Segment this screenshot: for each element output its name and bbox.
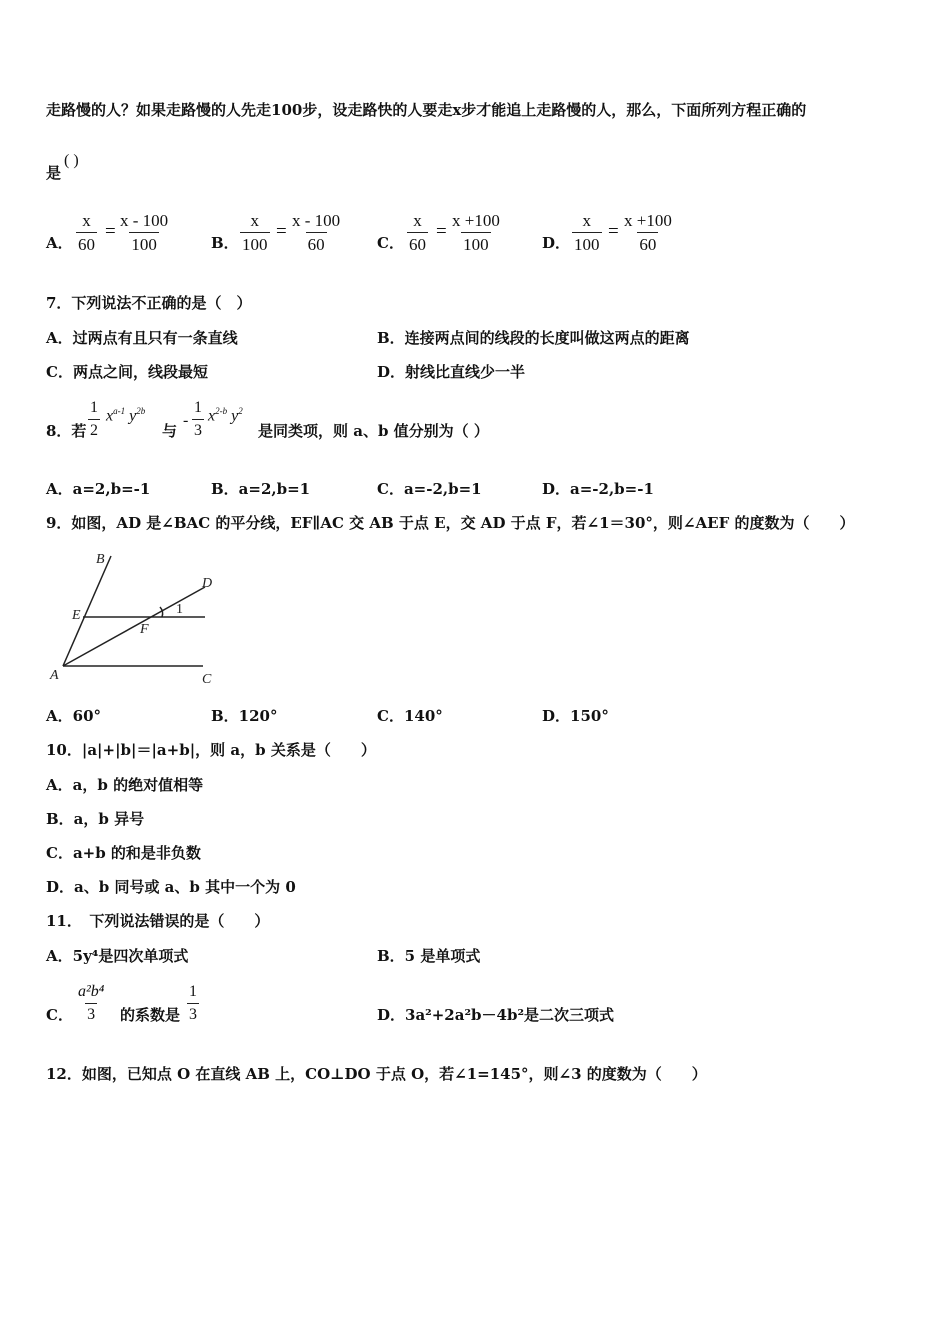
fraction bbox=[76, 984, 106, 1023]
q10-option-a: A．a，b 的绝对值相等 bbox=[46, 776, 204, 794]
q9-option-b: B．120° bbox=[211, 707, 278, 725]
q8-option-d: D．a=-2,b=-1 bbox=[542, 480, 654, 498]
q10-stem: 10．|a|+|b|＝|a+b|，则 a，b 关系是（ ） bbox=[46, 741, 376, 759]
q8-term2-coefficient bbox=[192, 400, 204, 439]
numerator: a²b⁴ bbox=[78, 983, 105, 1000]
q11-stem: 11． 下列说法错误的是（ ） bbox=[46, 912, 270, 930]
label-a: A bbox=[50, 668, 59, 683]
denominator: 3 bbox=[187, 1003, 199, 1023]
q12-stem: 12．如图，已知点 O 在直线 AB 上，CO⊥DO 于点 O，若∠1=145°，则∠3 的度数为（ ） bbox=[46, 1065, 707, 1083]
q9-option-c: C．140° bbox=[377, 707, 443, 725]
numerator: 1 bbox=[194, 399, 202, 416]
label-e: E bbox=[72, 608, 81, 623]
fraction bbox=[450, 212, 502, 253]
coefficient-text: 的系数是 bbox=[120, 1006, 181, 1024]
q10-option-b: B．a，b 异号 bbox=[46, 810, 145, 828]
denominator: 60 bbox=[76, 232, 97, 253]
q6-answer-blank: ( ) bbox=[64, 152, 79, 169]
fraction bbox=[407, 212, 428, 253]
equals-sign: = bbox=[276, 221, 287, 242]
label-b: B bbox=[96, 552, 105, 567]
label-angle-1: 1 bbox=[176, 602, 183, 617]
numerator: 1 bbox=[189, 983, 197, 1000]
fraction bbox=[290, 212, 342, 253]
q11-option-a: A．5y⁴是四次单项式 bbox=[46, 947, 189, 965]
q7-option-d: D．射线比直线少一半 bbox=[377, 363, 526, 381]
option-label: B． bbox=[211, 234, 239, 252]
fraction bbox=[187, 984, 199, 1023]
q11-option-d: D．3a²+2a²b－4b²是二次三项式 bbox=[377, 1006, 615, 1024]
numerator: x bbox=[250, 211, 259, 230]
denominator: 3 bbox=[192, 419, 204, 439]
q10-option-c: C．a+b 的和是非负数 bbox=[46, 844, 201, 862]
q9-option-d: D．150° bbox=[542, 707, 609, 725]
q8-option-b: B．a=2,b=1 bbox=[211, 480, 311, 498]
q6-stem-line2: 是 bbox=[46, 164, 62, 182]
denominator: 3 bbox=[85, 1003, 97, 1023]
numerator: x bbox=[413, 211, 422, 230]
denominator: 60 bbox=[407, 232, 428, 253]
equals-sign: = bbox=[436, 221, 447, 242]
q8-term1-coefficient bbox=[88, 400, 100, 439]
denominator: 100 bbox=[129, 232, 159, 253]
ray-ab bbox=[63, 556, 111, 666]
numerator: x bbox=[82, 211, 91, 230]
q8-suffix: 是同类项，则 a、b 值分别为（ ） bbox=[258, 422, 489, 440]
q10-option-d: D．a、b 同号或 a、b 其中一个为 0 bbox=[46, 878, 296, 896]
numerator: 1 bbox=[90, 399, 98, 416]
q7-option-c: C．两点之间，线段最短 bbox=[46, 363, 208, 381]
minus-sign: - bbox=[183, 412, 189, 429]
label-d: D bbox=[202, 576, 213, 591]
equals-sign: = bbox=[105, 221, 116, 242]
denominator: 100 bbox=[572, 232, 602, 253]
fraction bbox=[622, 212, 674, 253]
denominator: 100 bbox=[461, 232, 491, 253]
numerator: x +100 bbox=[624, 211, 672, 230]
option-label: C． bbox=[377, 234, 404, 252]
denominator: 100 bbox=[240, 232, 270, 253]
q8-term2-variables: $x^{2-b}$ $y^2$ bbox=[208, 406, 243, 425]
q11-option-b: B．5 是单项式 bbox=[377, 947, 481, 965]
option-label: D． bbox=[542, 234, 571, 252]
ray-ad bbox=[63, 587, 205, 666]
label-f: F bbox=[140, 622, 149, 637]
q8-prefix: 8．若 bbox=[46, 422, 87, 440]
numerator: x bbox=[582, 211, 591, 230]
q9-stem: 9．如图，AD 是∠BAC 的平分线，EF∥AC 交 AB 于点 E，交 AD 于点 F，若∠1＝30°，则∠AEF 的度数为（ ） bbox=[46, 514, 855, 532]
q8-mid: 与 bbox=[162, 422, 178, 440]
q7-option-a: A．过两点有且只有一条直线 bbox=[46, 329, 238, 347]
denominator: 60 bbox=[306, 232, 327, 253]
q7-stem: 7．下列说法不正确的是（ ） bbox=[46, 294, 252, 312]
q8-option-a: A．a=2,b=-1 bbox=[46, 480, 151, 498]
equals-sign: = bbox=[608, 221, 619, 242]
q8-option-c: C．a=-2,b=1 bbox=[377, 480, 482, 498]
fraction bbox=[118, 212, 170, 253]
numerator: x - 100 bbox=[120, 211, 169, 230]
numerator: x +100 bbox=[452, 211, 500, 230]
numerator: x - 100 bbox=[292, 211, 341, 230]
q9-option-a: A．60° bbox=[46, 707, 102, 725]
denominator: 60 bbox=[637, 232, 658, 253]
option-label: C． bbox=[46, 1006, 73, 1024]
q9-geometry-figure bbox=[40, 545, 230, 690]
q6-stem-line1: 走路慢的人？如果走路慢的人先走100步，设走路快的人要走x步才能追上走路慢的人，那么，下面所列方程正确的 bbox=[46, 101, 807, 119]
q8-term1-variables: $x^{a-1}$ $y^{2b}$ bbox=[106, 406, 146, 425]
label-c: C bbox=[202, 672, 212, 687]
q7-option-b: B．连接两点间的线段的长度叫做这两点的距离 bbox=[377, 329, 690, 347]
option-label: A． bbox=[46, 234, 73, 252]
fraction bbox=[240, 212, 270, 253]
denominator: 2 bbox=[88, 419, 100, 439]
fraction bbox=[76, 212, 97, 253]
fraction bbox=[572, 212, 602, 253]
